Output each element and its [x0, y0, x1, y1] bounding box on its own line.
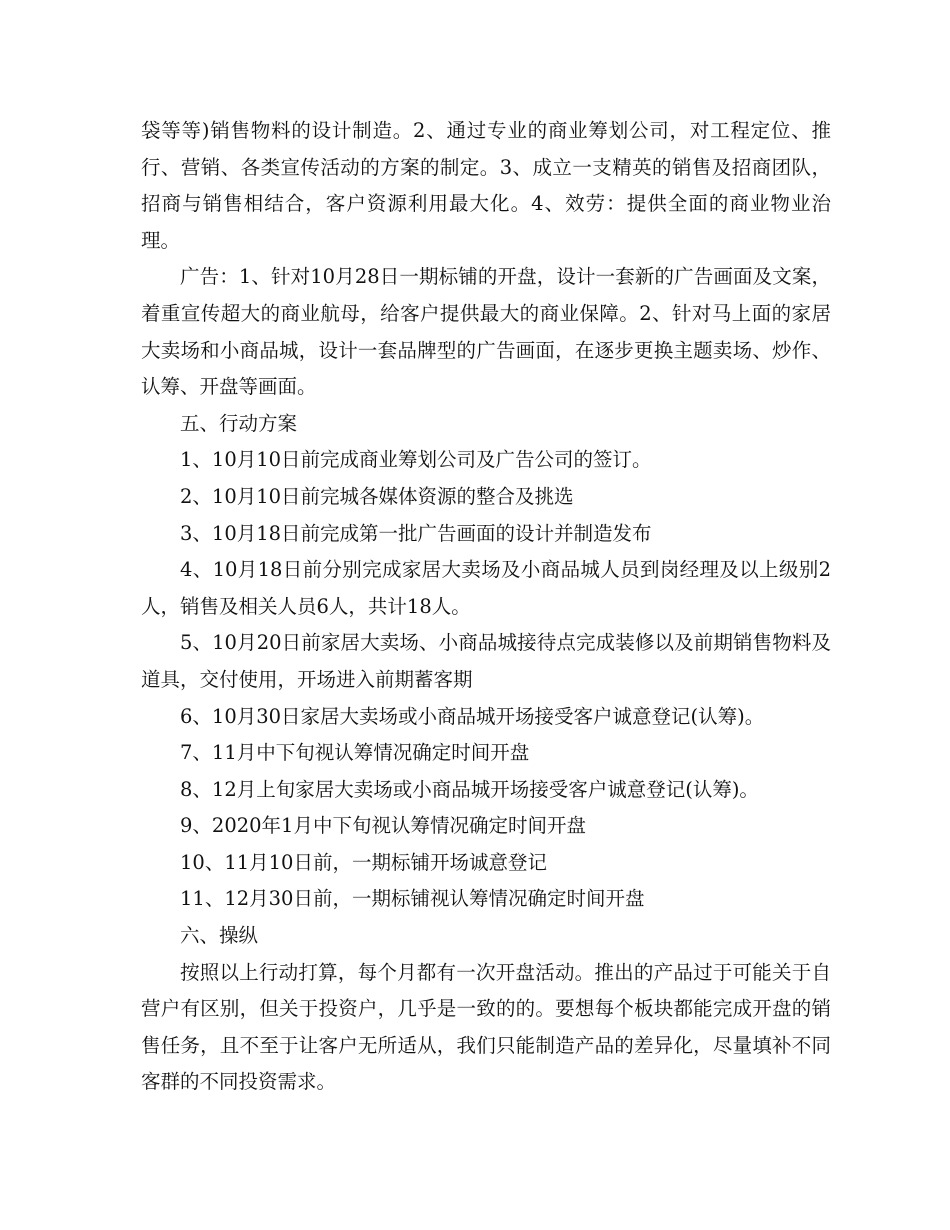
document-page: [141, 113, 831, 1101]
action-item-3: 3、10月18日前完成第一批广告画面的设计并制造发布: [180, 521, 652, 545]
action-item-5: 5、10月20日前家居大卖场、小商品城接待点完成装修以及前期销售物料及道具，交付使用，开场进入前期蓄客期: [141, 631, 831, 691]
action-item-11: 11、12月30日前，一期标铺视认筹情况确定时间开盘: [180, 887, 645, 911]
action-item-1: 1、10月10日前完成商业筹划公司及广告公司的签订。: [180, 448, 652, 472]
paragraph-control-body: 按照以上行动打算，每个月都有一次开盘活动。推出的产品过于可能关于自营户有区别，但关于投资户，几乎是一致的的。要想每个板块都能完成开盘的销售任务，且不至于让客户无所适从，我们只能制造产品的差异化，尽量填补不同客群的不同投资需求。: [141, 960, 831, 1094]
action-item-9: 9、2020年1月中下旬视认筹情况确定时间开盘: [180, 814, 586, 838]
action-item-2: 2、10月10日前完城各媒体资源的整合及挑选: [180, 484, 574, 508]
action-item-6: 6、10月30日家居大卖场或小商品城开场接受客户诚意登记(认筹)。: [180, 704, 765, 728]
paragraph-advertising: 广告：1、针对10月28日一期标铺的开盘，设计一套新的广告画面及文案，着重宣传超大的商业航母，给客户提供最大的商业保障。2、针对马上面的家居大卖场和小商品城，设计一套品牌型的广告画面，在逐步更换主题卖场、炒作、认筹、开盘等画面。: [141, 265, 831, 399]
action-item-10: 10、11月10日前，一期标铺开场诚意登记: [180, 850, 547, 874]
paragraph-1: 袋等等)销售物料的设计制造。2、通过专业的商业筹划公司，对工程定位、推行、营销、各类宣传活动的方案的制定。3、成立一支精英的销售及招商团队，招商与销售相结合，客户资源利用最大化。4、效劳：提供全面的商业物业治理。: [141, 119, 831, 252]
action-item-4: 4、10月18日前分别完成家居大卖场及小商品城人员到岗经理及以上级别2人，销售及相关人员6人，共计18人。: [141, 558, 831, 618]
action-item-7: 7、11月中下旬视认筹情况确定时间开盘: [180, 741, 530, 765]
section-heading-control: 六、操纵: [180, 924, 259, 948]
section-heading-action-plan: 五、行动方案: [180, 411, 298, 435]
action-item-8: 8、12月上旬家居大卖场或小商品城开场接受客户诚意登记(认筹)。: [180, 777, 759, 801]
